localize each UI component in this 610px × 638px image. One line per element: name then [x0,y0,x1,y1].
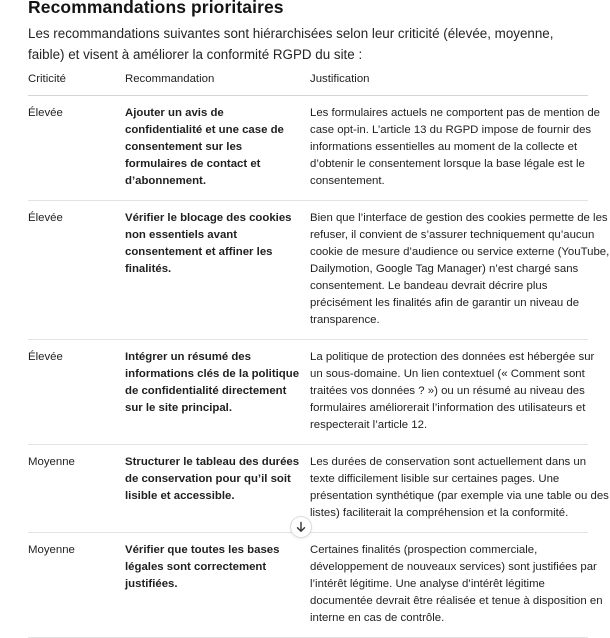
arrow-down-icon [295,521,307,533]
cell-criticity: Moyenne [28,445,125,533]
cell-criticity: Moyenne [28,533,125,638]
cell-criticity: Élevée [28,201,125,340]
table-row [28,96,588,201]
cell-recommendation: Vérifier que toutes les bases légales sont correctement justifiées. [125,533,310,638]
header-justification: Justification [310,68,588,96]
header-criticity: Criticité [28,68,125,96]
header-recommendation: Recommandation [125,68,310,96]
cell-justification: Certaines finalités (prospection commerciale, développement de nouveaux services) sont justifiées par l’intérêt légitime. Une analyse d’intérêt légitime documentée devrait être réalisée et tenue à disposition en interne en cas de contrôle. [310,544,603,624]
table-viewport[interactable] [28,68,610,624]
cell-recommendation: Vérifier le blocage des cookies non essentiels avant consentement et affiner les finalités. [125,201,310,340]
document-section [28,0,610,624]
cell-recommendation: Ajouter un avis de confidentialité et une case de consentement sur les formulaires de contact et d’abonnement. [125,96,310,201]
cell-recommendation: Structurer le tableau des durées de conservation pour qu’il soit lisible et accessible. [125,445,310,533]
cell-criticity: Élevée [28,340,125,445]
cell-justification: Les formulaires actuels ne comportent pas de mention de case opt-in. L’article 13 du RGPD impose de fournir des informations essentielles au moment de la collecte et d’obtenir le consentement lorsque la base légale est le consentement. [310,107,600,187]
cell-justification: Les durées de conservation sont actuellement dans un texte difficilement lisible sur certaines pages. Une présentation synthétique (par exemple via une table ou des listes) faciliterait la compréhension et la conformité. [310,456,609,519]
section-title: Recommandations prioritaires [28,0,284,17]
cell-recommendation: Intégrer un résumé des informations clés de la politique de confidentialité directement sur le site principal. [125,340,310,445]
cell-criticity: Élevée [28,96,125,201]
cell-justification: La politique de protection des données est hébergée sur un sous-domaine. Un lien contextuel (« Comment sont traitées vos données ? ») ou un résumé au niveau des formulaires améliorerait l’information des utilisateurs et respecterait l’article 12. [310,351,595,431]
table-row [28,533,588,638]
intro-paragraph: Les recommandations suivantes sont hiérarchisées selon leur criticité (élevée, moyenne, faible) et visent à améliorer la conformité RGPD du site : [28,26,554,62]
recommendations-table [28,68,610,638]
table-row [28,201,588,340]
scroll-to-bottom-button[interactable] [291,517,311,537]
cell-justification: Bien que l’interface de gestion des cookies permette de les refuser, il convient de s’assurer techniquement qu’aucun cookie de mesure d’audience ou service externe (YouTube, Dailymotion, Google Tag Manager) n’est chargé sans consentement. Le bandeau devrait décrire plus précisément les finalités afin de garantir un niveau de transparence. [310,212,610,326]
table-header-row [28,68,588,96]
table-row [28,340,588,445]
